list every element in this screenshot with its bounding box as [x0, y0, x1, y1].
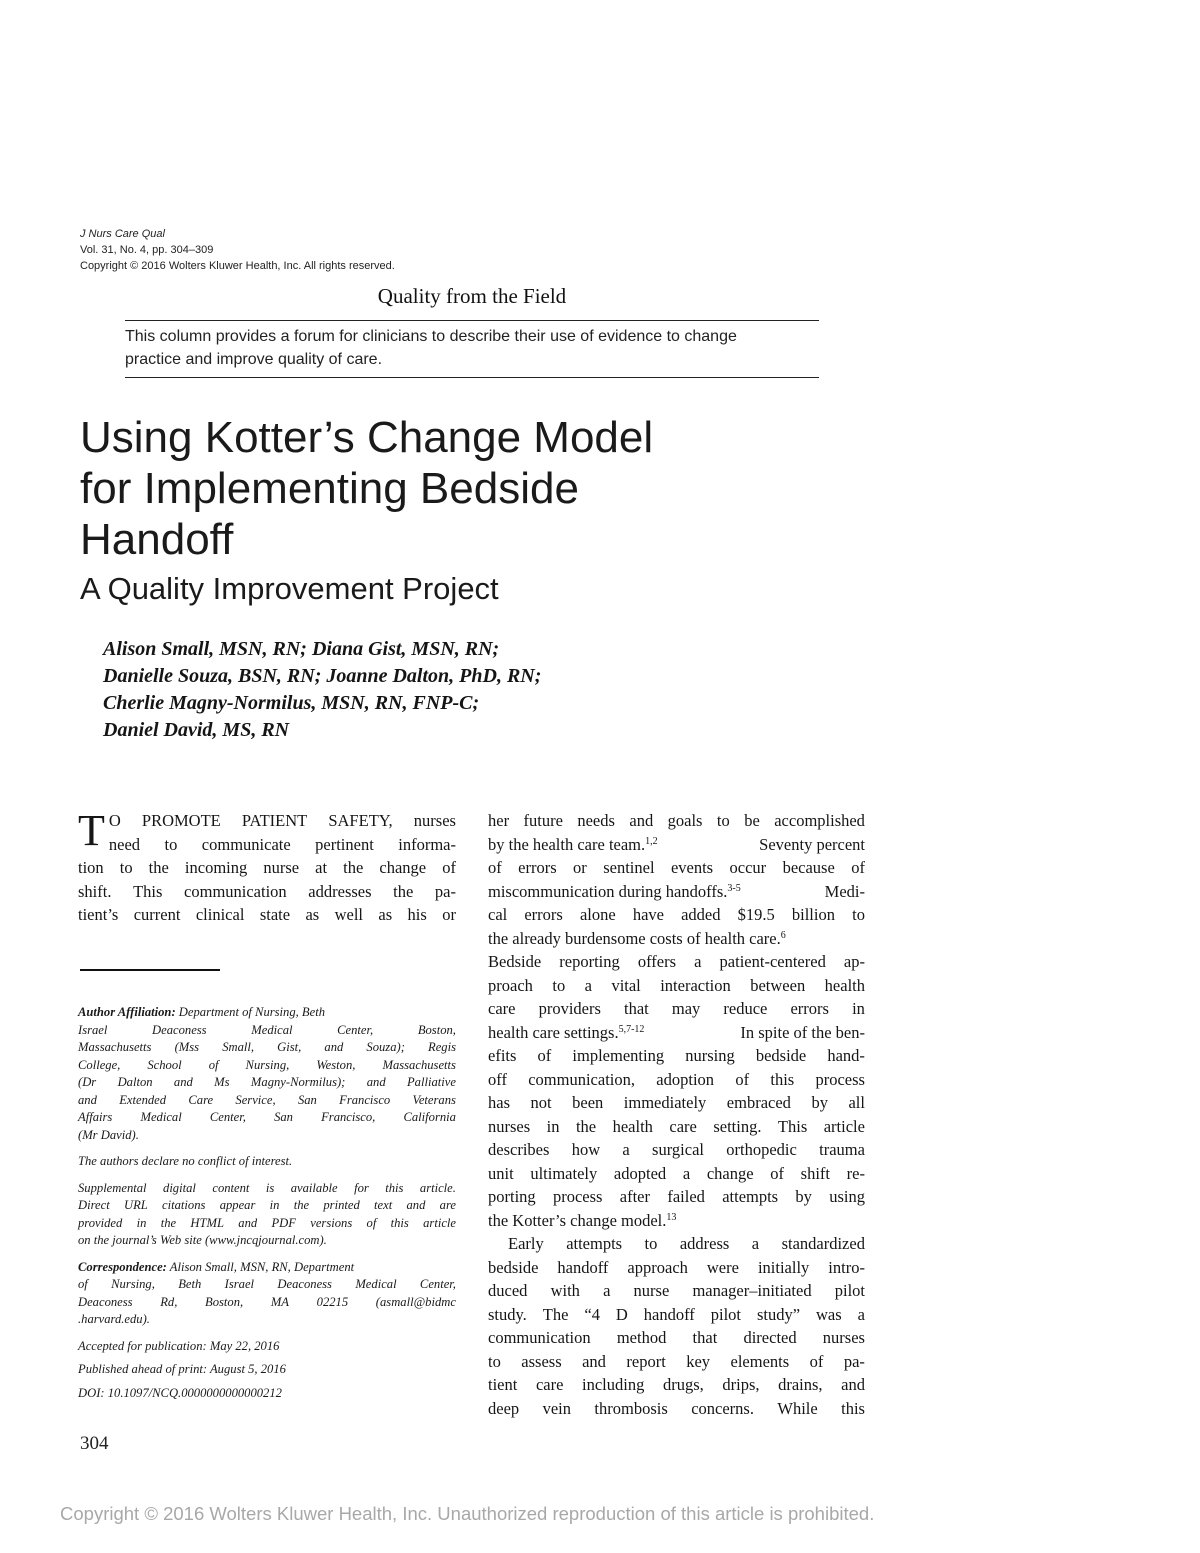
- note-line: (Mr David).: [78, 1127, 139, 1142]
- page-number: 304: [80, 1433, 109, 1454]
- note-line: Direct URL citations appear in the printed text and are: [78, 1198, 456, 1212]
- affiliation-label: Author Affiliation:: [78, 1005, 176, 1019]
- citation: 6: [780, 929, 786, 941]
- note-line: Department of Nursing, Beth: [178, 1005, 326, 1019]
- article-notes: [78, 1004, 456, 1411]
- body-line: tient’s current clinical state as well as his or: [78, 905, 456, 924]
- article-title-line: Using Kotter’s Change Model: [80, 413, 654, 462]
- note-line: .harvard.edu).: [78, 1312, 150, 1326]
- body-line: deep vein thrombosis concerns. While this: [488, 1398, 865, 1418]
- journal-copyright: Copyright © 2016 Wolters Kluwer Health, Inc. All rights reserved.: [80, 260, 395, 272]
- body-line: communication method that directed nurses: [488, 1328, 865, 1347]
- journal-header: [80, 226, 395, 274]
- body-line: duced with a nurse manager–initiated pilot: [488, 1281, 865, 1300]
- body-line: need to communicate pertinent informa-: [108, 834, 456, 854]
- body-line: efits of implementing nursing bedside hand-: [488, 1046, 865, 1065]
- citation: 5,7-12: [618, 1023, 645, 1035]
- supplemental-note: [78, 1180, 456, 1250]
- note-line: College, School of Nursing, Weston, Massachusetts: [78, 1057, 456, 1072]
- doi: DOI: 10.1097/NCQ.0000000000000212: [78, 1385, 282, 1400]
- journal-volume: Vol. 31, No. 4, pp. 304–309: [80, 244, 214, 256]
- article-subtitle: A Quality Improvement Project: [80, 571, 499, 606]
- published-date: Published ahead of print: August 5, 2016: [78, 1362, 286, 1376]
- body-line: off communication, adoption of this process: [488, 1069, 865, 1089]
- correspondence: [78, 1259, 456, 1329]
- body-line: cal errors alone have added $19.5 billion to: [488, 905, 865, 924]
- body-line: O PROMOTE PATIENT SAFETY, nurses: [108, 811, 456, 830]
- body-line: miscommunication during handoffs.: [488, 881, 728, 901]
- conflict-statement: [78, 1153, 456, 1171]
- body-line: Early attempts to address a standardized: [508, 1234, 865, 1253]
- body-line: her future needs and goals to be accomplished: [488, 811, 865, 830]
- body-line: the Kotter’s change model.: [488, 1210, 667, 1230]
- body-line-tail: In spite of the ben-: [740, 1022, 865, 1042]
- body-line: bedside handoff approach were initially intro-: [488, 1257, 865, 1277]
- correspondence-label: Correspondence:: [78, 1259, 167, 1274]
- note-line: on the journal’s Web site (www.jncqjournal.com).: [78, 1233, 327, 1247]
- body-line: study. The “4 D handoff pilot study” was a: [488, 1304, 865, 1324]
- body-line: Bedside reporting offers a patient-centered ap-: [488, 952, 865, 971]
- citation: 1,2: [645, 835, 658, 847]
- author-list: [103, 636, 541, 744]
- column-bottom-rule: [125, 377, 819, 378]
- body-line: describes how a surgical orthopedic trauma: [488, 1140, 865, 1159]
- column-description-line: This column provides a forum for clinicians to describe their use of evidence to change: [125, 328, 737, 345]
- article-title-line: Handoff: [80, 515, 234, 564]
- note-line: provided in the HTML and PDF versions of this article: [78, 1215, 456, 1230]
- column-title: Quality from the Field: [377, 284, 567, 308]
- body-line: porting process after failed attempts by using: [488, 1187, 865, 1206]
- note-line: The authors declare no conflict of interest.: [78, 1154, 293, 1168]
- author-line: Danielle Souza, BSN, RN; Joanne Dalton, PhD, RN;: [103, 665, 542, 687]
- footer-copyright: Copyright © 2016 Wolters Kluwer Health, Inc. Unauthorized reproduction of this article is prohibited.: [60, 1503, 875, 1524]
- column-description: [125, 325, 819, 371]
- note-line: Supplemental digital content is available for this article.: [78, 1180, 456, 1195]
- body-line-tail: Medi-: [824, 881, 865, 901]
- note-line: and Extended Care Service, San Francisco Veterans: [78, 1092, 456, 1107]
- note-line: of Nursing, Beth Israel Deaconess Medical Center,: [78, 1277, 456, 1291]
- article-title: [80, 412, 780, 565]
- body-line: has not been immediately embraced by all: [488, 1093, 865, 1112]
- body-line: unit ultimately adopted a change of shift re-: [488, 1163, 865, 1183]
- note-line: Deaconess Rd, Boston, MA 02215 (asmall@bidmc: [78, 1294, 456, 1309]
- body-column-left: [78, 806, 456, 927]
- body-line-tail: Seventy percent: [759, 834, 865, 854]
- body-line: proach to a vital interaction between health: [488, 975, 865, 995]
- body-line: tion to the incoming nurse at the change of: [78, 858, 456, 877]
- article-title-line: for Implementing Bedside: [80, 464, 579, 513]
- body-line: by the health care team.: [488, 834, 646, 854]
- note-line: Affairs Medical Center, San Francisco, California: [78, 1110, 456, 1124]
- body-line: to assess and report key elements of pa-: [488, 1351, 865, 1371]
- author-affiliation: [78, 1004, 456, 1144]
- body-line: tient care including drugs, drips, drains, and: [488, 1375, 865, 1394]
- body-line: nurses in the health care setting. This article: [488, 1116, 865, 1136]
- body-line: shift. This communication addresses the pa-: [78, 881, 456, 901]
- body-line: the already burdensome costs of health care.: [488, 928, 781, 948]
- note-line: Massachusetts (Mss Small, Gist, and Souza); Regis: [78, 1040, 456, 1054]
- body-line: health care settings.: [488, 1022, 619, 1042]
- note-line: Alison Small, MSN, RN, Department: [169, 1259, 355, 1274]
- column-description-line: practice and improve quality of care.: [125, 351, 383, 368]
- author-line: Cherlie Magny-Normilus, MSN, RN, FNP-C;: [103, 692, 480, 714]
- body-line: of errors or sentinel events occur because of: [488, 858, 865, 877]
- body-line: care providers that may reduce errors in: [488, 999, 865, 1018]
- journal-name: J Nurs Care Qual: [80, 228, 165, 240]
- footnote-rule: [80, 969, 220, 971]
- body-column-right: [488, 809, 865, 1420]
- accepted-date: Accepted for publication: May 22, 2016: [78, 1338, 280, 1353]
- drop-cap: T: [78, 806, 105, 855]
- citation: 13: [666, 1211, 677, 1223]
- column-top-rule: [125, 320, 819, 321]
- author-line: Daniel David, MS, RN: [103, 719, 290, 741]
- note-line: Israel Deaconess Medical Center, Boston,: [78, 1022, 456, 1037]
- citation: 3-5: [727, 882, 741, 894]
- author-line: Alison Small, MSN, RN; Diana Gist, MSN, RN;: [103, 638, 500, 660]
- note-line: (Dr Dalton and Ms Magny-Normilus); and Palliative: [78, 1075, 456, 1089]
